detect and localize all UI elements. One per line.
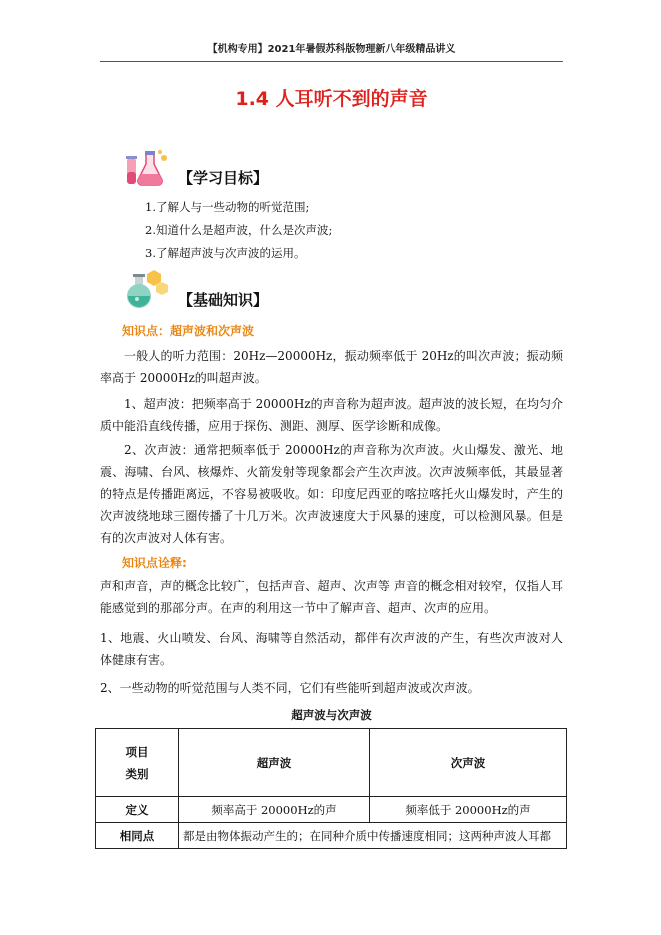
knowledge-point-heading: 知识点：超声波和次声波 bbox=[122, 324, 255, 338]
header-ultrasound: 超声波 bbox=[179, 729, 370, 797]
section-title-basics: 【基础知识】 bbox=[178, 291, 269, 309]
paragraph-animal-hearing: 2、一些动物的听觉范围与人类不同，它们有些能听到超声波或次声波。 bbox=[100, 681, 480, 695]
section-title-goals: 【学习目标】 bbox=[178, 169, 269, 187]
cell-infrasound-definition: 频率低于 20000Hz的声 bbox=[370, 797, 567, 823]
paragraph-ultrasound: 1、超声波：把频率高于 20000Hz的声音称为超声波。超声波的波长短，在均匀介质中能沿直线传播，应用于探伤、测距、测厚、医学诊断和成像。 bbox=[100, 397, 563, 433]
table-row bbox=[96, 797, 567, 823]
goal-item-2: 2.知道什么是超声波，什么是次声波; bbox=[145, 223, 333, 237]
page-title: 1.4 人耳听不到的声音 bbox=[235, 88, 428, 110]
cell-ultrasound-definition: 频率高于 20000Hz的声 bbox=[179, 797, 370, 823]
chemistry-flask-icon bbox=[124, 268, 170, 310]
corner-bottom-label: 类别 bbox=[125, 766, 149, 781]
paragraph-sound-concept: 声和声音，声的概念比较广，包括声音、超声、次声等 声音的概念相对较窄，仅指人耳能感觉到的那部分声。在声的利用这一节中了解声音、超声、次声的应用。 bbox=[100, 579, 563, 615]
corner-top-label: 项目 bbox=[125, 744, 149, 759]
cell-similarity: 都是由物体振动产生的；在同种介质中传播速度相同；这两种声波人耳都 bbox=[179, 823, 567, 849]
lab-flask-icon bbox=[124, 148, 170, 188]
table-header-row bbox=[96, 729, 567, 797]
explanation-heading: 知识点诠释: bbox=[122, 556, 187, 570]
header-infrasound: 次声波 bbox=[370, 729, 567, 797]
paragraph-infrasound: 2、次声波：通常把频率低于 20000Hz的声音称为次声波。火山爆发、激光、地震、海啸、台风、核爆炸、火箭发射等现象都会产生次声波。次声波频率低，其最显著的特点是传播距离远，不容易被吸收。如：印度尼西亚的喀拉喀托火山爆发时，产生的次声波绕地球三圈传播了十几万米。次声波速度大于风暴的速度，可以检测风暴。但是有的次声波对人体有害。 bbox=[100, 443, 563, 545]
comparison-table bbox=[95, 728, 567, 849]
row-label-definition: 定义 bbox=[96, 797, 179, 823]
goal-item-1: 1.了解人与一些动物的听觉范围; bbox=[145, 200, 310, 214]
table-corner-cell bbox=[96, 729, 179, 797]
page-header: 【机构专用】2021年暑假苏科版物理新八年级精品讲义 bbox=[207, 44, 456, 55]
paragraph-hearing-range: 一般人的听力范围：20Hz—20000Hz，振动频率低于 20Hz的叫次声波；振动频率高于 20000Hz的叫超声波。 bbox=[100, 349, 563, 385]
table-row bbox=[96, 823, 567, 849]
row-label-similarity: 相同点 bbox=[96, 823, 179, 849]
paragraph-natural-infrasound: 1、地震、火山喷发、台风、海啸等自然活动，都伴有次声波的产生，有些次声波对人体健康有害。 bbox=[100, 631, 563, 667]
table-caption: 超声波与次声波 bbox=[291, 708, 372, 722]
header-divider bbox=[100, 61, 563, 62]
goal-item-3: 3.了解超声波与次声波的运用。 bbox=[145, 246, 306, 260]
